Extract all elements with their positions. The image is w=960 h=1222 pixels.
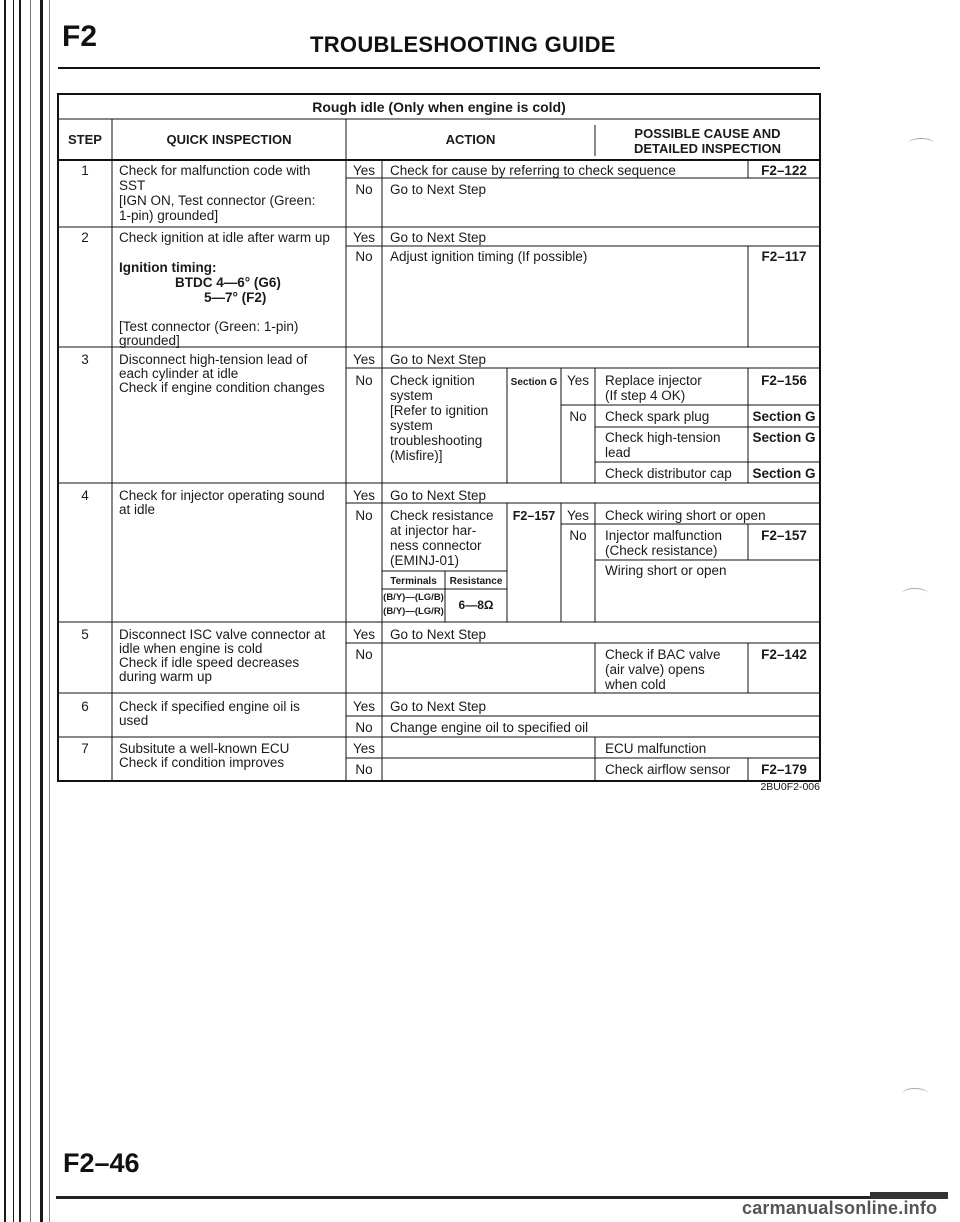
step-inspection-line: Check if idle speed decreases xyxy=(119,655,300,670)
cause-line: Check distributor cap xyxy=(605,466,732,481)
sub-no-label: No xyxy=(569,409,587,424)
step-number: 2 xyxy=(81,230,89,245)
step-number: 6 xyxy=(81,699,89,714)
step-number: 1 xyxy=(81,163,89,178)
sub-yes-label: Yes xyxy=(566,373,590,388)
timing-value: 5—7° (F2) xyxy=(204,290,267,305)
no-action-line: Check resistance xyxy=(390,508,494,523)
yes-action: Go to Next Step xyxy=(390,352,487,367)
cause-line: Check spark plug xyxy=(605,409,710,424)
scan-mark xyxy=(908,138,934,149)
cause-line: (air valve) opens xyxy=(605,662,705,677)
step-number: 3 xyxy=(81,352,89,367)
table-title: Rough idle (Only when engine is cold) xyxy=(312,99,566,115)
terminals-header: Terminals xyxy=(390,576,437,587)
no-action-line: (Misfire)] xyxy=(390,448,443,463)
no-action: Go to Next Step xyxy=(390,182,487,197)
timing-value: BTDC 4—6° (G6) xyxy=(175,275,281,290)
page-title: TROUBLESHOOTING GUIDE xyxy=(310,32,616,57)
step-inspection-line: 1-pin) grounded] xyxy=(119,208,219,223)
cause-line: Wiring short or open xyxy=(605,563,727,578)
no-action-line: troubleshooting xyxy=(390,433,483,448)
no-action-line: at injector har- xyxy=(390,523,477,538)
no-action-line: Check ignition xyxy=(390,373,475,388)
page-number: F2–46 xyxy=(63,1148,140,1178)
scan-mark xyxy=(902,588,928,599)
no-label: No xyxy=(355,373,373,388)
step-inspection-line: [Test connector (Green: 1-pin) xyxy=(119,319,299,334)
step-number: 7 xyxy=(81,741,89,756)
cause-line: Check airflow sensor xyxy=(605,762,731,777)
step-inspection-line: used xyxy=(119,713,149,728)
step-inspection-line: Check if engine condition changes xyxy=(119,380,325,395)
scan-mark xyxy=(902,1088,928,1099)
step-number: 5 xyxy=(81,627,89,642)
yes-label: Yes xyxy=(352,488,376,503)
reference-code: F2–156 xyxy=(761,373,807,388)
timing-label: Ignition timing: xyxy=(119,260,217,275)
reference-code: F2–122 xyxy=(761,163,807,178)
reference-code: F2–117 xyxy=(761,249,807,264)
cause-line: when cold xyxy=(605,677,666,692)
terminal-pair: (B/Y)—(LG/B) xyxy=(383,592,444,603)
cause-line: Injector malfunction xyxy=(605,528,723,543)
step-inspection-line: Subsitute a well-known ECU xyxy=(119,741,290,756)
cause-line: (Check resistance) xyxy=(605,543,718,558)
yes-action: Go to Next Step xyxy=(390,488,487,503)
step-inspection-line: SST xyxy=(119,178,146,193)
figure-reference: 2BU0F2-006 xyxy=(760,781,820,793)
step-inspection-line: Check if specified engine oil is xyxy=(119,699,300,714)
cause-line: (If step 4 OK) xyxy=(605,388,686,403)
header-quick-inspection: QUICK INSPECTION xyxy=(166,132,292,147)
yes-label: Yes xyxy=(352,699,376,714)
watermark: carmanualsonline.info xyxy=(742,1198,938,1218)
sub-no-label: No xyxy=(569,528,587,543)
yes-action: Go to Next Step xyxy=(390,699,487,714)
cause-line: Check if BAC valve xyxy=(605,647,721,662)
reference-code: Section G xyxy=(510,377,558,388)
header-action: ACTION xyxy=(445,132,496,147)
cause-line: Check wiring short or open xyxy=(605,508,766,523)
step-inspection-line: during warm up xyxy=(119,669,213,684)
no-label: No xyxy=(355,249,373,264)
no-label: No xyxy=(355,647,373,662)
no-action-line: system xyxy=(390,418,433,433)
yes-action: Go to Next Step xyxy=(390,230,487,245)
no-action-line: system xyxy=(390,388,433,403)
step-inspection-line: Disconnect high-tension lead of xyxy=(119,352,308,367)
reference-code: Section G xyxy=(752,409,816,424)
no-label: No xyxy=(355,508,373,523)
step-number: 4 xyxy=(81,488,89,503)
yes-action: Go to Next Step xyxy=(390,627,487,642)
reference-code: F2–179 xyxy=(761,762,807,777)
step-inspection-line: idle when engine is cold xyxy=(119,641,263,656)
no-label: No xyxy=(355,720,373,735)
yes-label: Yes xyxy=(352,627,376,642)
header-detailed-inspection: DETAILED INSPECTION xyxy=(633,141,782,156)
header-possible-cause: POSSIBLE CAUSE AND xyxy=(634,126,781,141)
step-inspection-line: Check for malfunction code with xyxy=(119,163,311,178)
no-action-line: ness connector xyxy=(390,538,482,553)
no-action-line: (EMINJ-01) xyxy=(390,553,460,568)
section-code: F2 xyxy=(62,20,98,53)
yes-action: Check for cause by referring to check sequence xyxy=(390,163,676,178)
terminal-pair: (B/Y)—(LG/R) xyxy=(383,606,444,617)
no-action-line: [Refer to ignition xyxy=(390,403,489,418)
no-label: No xyxy=(355,762,373,777)
step-inspection-line: [IGN ON, Test connector (Green: xyxy=(119,193,316,208)
yes-label: Yes xyxy=(352,230,376,245)
cause-line: Check high-tension xyxy=(605,430,721,445)
yes-label: Yes xyxy=(352,741,376,756)
cause-line: ECU malfunction xyxy=(605,741,707,756)
yes-label: Yes xyxy=(352,163,376,178)
reference-code: F2–157 xyxy=(512,509,556,523)
step-inspection-line: Check ignition at idle after warm up xyxy=(119,230,330,245)
reference-code: F2–142 xyxy=(761,647,807,662)
step-inspection-line: each cylinder at idle xyxy=(119,366,239,381)
step-inspection-line: grounded] xyxy=(119,333,180,348)
reference-code: Section G xyxy=(752,430,816,445)
reference-code: F2–157 xyxy=(761,528,807,543)
step-inspection-line: Check if condition improves xyxy=(119,755,285,770)
resistance-header: Resistance xyxy=(449,576,503,587)
step-inspection-line: Check for injector operating sound xyxy=(119,488,325,503)
sub-yes-label: Yes xyxy=(566,508,590,523)
no-action: Change engine oil to specified oil xyxy=(390,720,589,735)
no-label: No xyxy=(355,182,373,197)
cause-line: lead xyxy=(605,445,631,460)
reference-code: Section G xyxy=(752,466,816,481)
yes-label: Yes xyxy=(352,352,376,367)
header-step: STEP xyxy=(68,132,102,147)
no-action: Adjust ignition timing (If possible) xyxy=(390,249,588,264)
step-inspection-line: at idle xyxy=(119,502,156,517)
cause-line: Replace injector xyxy=(605,373,702,388)
resistance-value: 6—8Ω xyxy=(458,598,494,612)
step-inspection-line: Disconnect ISC valve connector at xyxy=(119,627,326,642)
